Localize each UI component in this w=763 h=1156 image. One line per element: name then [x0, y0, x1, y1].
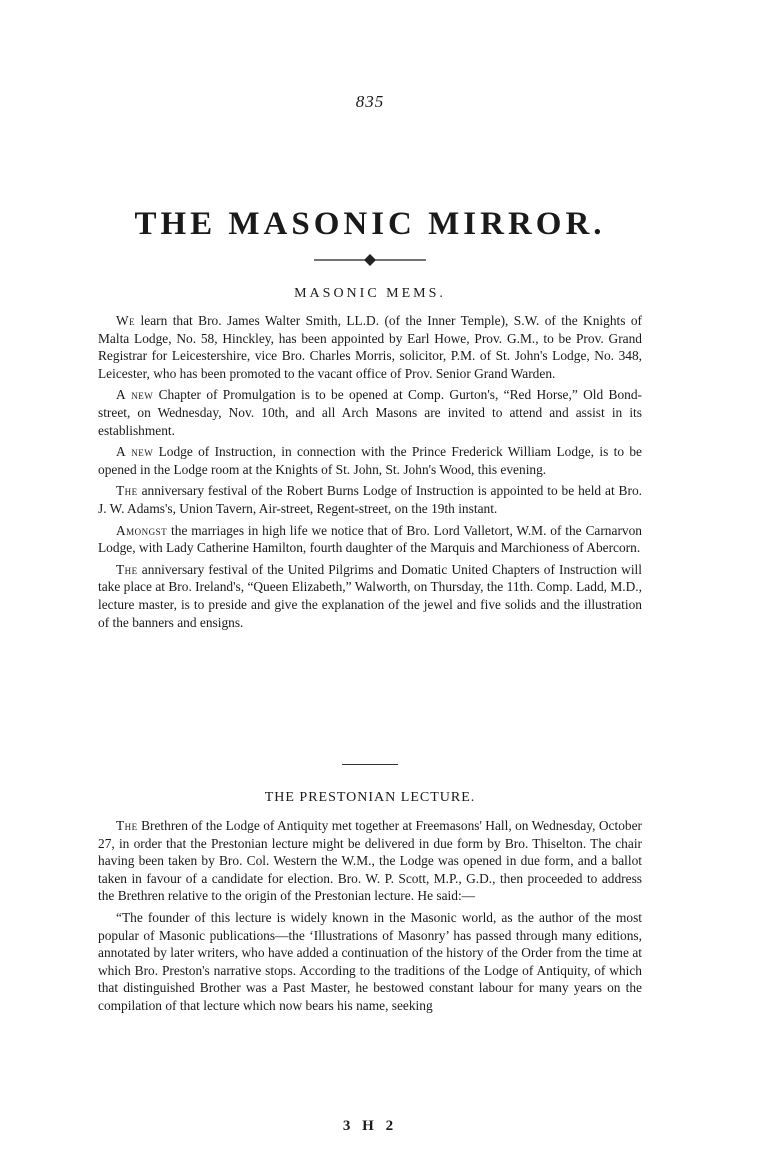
masthead-title: THE MASONIC MIRROR. — [134, 206, 606, 242]
section-divider-rule — [342, 764, 398, 765]
mem-paragraph: A new Lodge of Instruction, in connection with the Prince Frederick William Lodge, is to be opened in the Lodge room at the Knights of St. John, St. John's Wood, this evening. — [98, 444, 642, 477]
mem-paragraph: The anniversary festival of the United Pilgrims and Domatic United Chapters of Instruction will take place at Bro. Ireland's, “Queen Elizabeth,” Walworth, on Thursday, the 11th. Comp. Ladd, M.D., lecture master, is to preside and give the explanation of the jewel and five solids and the illustration of the banners and ensigns. — [98, 561, 642, 630]
mem-paragraph: A new Chapter of Promulgation is to be opened at Comp. Gurton's, “Red Horse,” Old Bond-street, on Wednesday, Nov. 10th, and all Arch Masons are invited to attend and assist in its establishment. — [98, 387, 642, 438]
mem-paragraph: We learn that Bro. James Walter Smith, LL.D. (of the Inner Temple), S.W. of the Knights of Malta Lodge, No. 58, Hinckley, has been appointed by Earl Howe, Prov. G.M., to be Prov. Grand Registrar for Leicestershire, vice Bro. Charles Morris, solicitor, P.M. of St. John's Lodge, No. 348, Leicester, who has been promoted to the vacant office of Prov. Senior Grand Warden. — [98, 313, 642, 381]
masonic-mems-body — [98, 312, 642, 635]
printer-signature: 3 H 2 — [342, 1118, 398, 1134]
lecture-paragraph: “The founder of this lecture is widely known in the Masonic world, as the author of the most popular of Masonic publications—the ‘Illustrations of Masonry’ has passed through many editions, annotated by later writers, who have added a continuation of the history of the Order from the time at which Bro. Preston's narrative stops. According to the traditions of the Lodge of Antiquity, of which that distinguished Brother was a Past Master, he bestowed constant labour for many years on the compilation of that lecture which now bears his name, seeking — [98, 909, 642, 1013]
page-number: 835 — [355, 92, 385, 111]
lecture-paragraph: The Brethren of the Lodge of Antiquity met together at Freemasons' Hall, on Wednesday, October 27, in order that the Prestonian lecture might be delivered in due form by Bro. Thiselton. The chair having been taken by Bro. Col. Western the W.M., the Lodge was opened in due form, and a ballot taken in favour of a candidate for election. Bro. W. P. Scott, M.P., G.D., then proceeded to address the Brethren relative to the origin of the Prestonian lecture. He said:— — [98, 818, 642, 904]
section-title-prestonian-lecture: THE PRESTONIAN LECTURE. — [264, 790, 476, 805]
mem-paragraph: The anniversary festival of the Robert Burns Lodge of Instruction is appointed to be held at Bro. J. W. Adams's, Union Tavern, Air-street, Regent-street, on the 19th instant. — [98, 483, 642, 516]
prestonian-lecture-body — [98, 817, 642, 1019]
section-title-masonic-mems: MASONIC MEMS. — [294, 286, 446, 301]
mem-paragraph: Amongst the marriages in high life we notice that of Bro. Lord Valletort, W.M. of the Carnarvon Lodge, with Lady Catherine Hamilton, fourth daughter of the Marquis and Marchioness of Abercorn. — [98, 522, 642, 556]
divider-ornament-icon — [310, 252, 430, 268]
